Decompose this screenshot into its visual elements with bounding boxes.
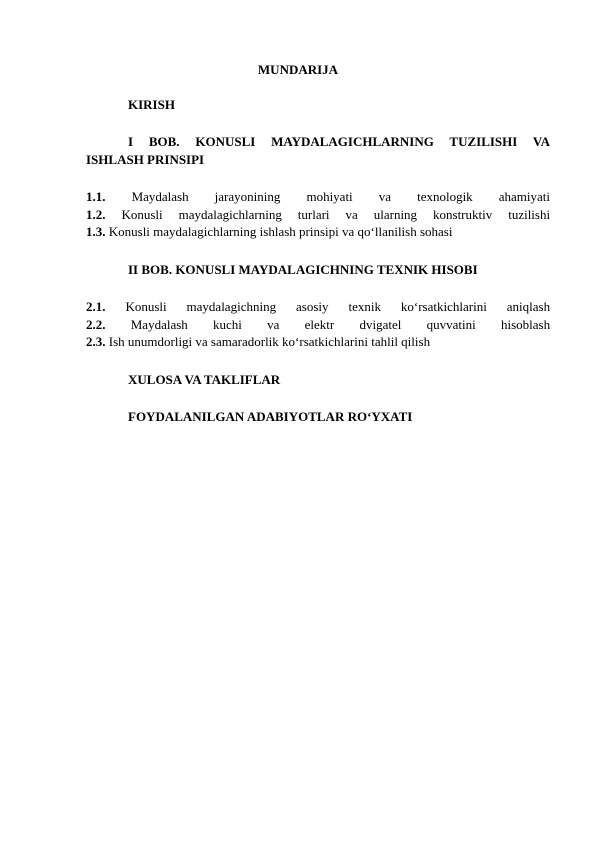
item-number: 2.1. xyxy=(86,299,106,314)
toc-item-1-2 xyxy=(86,207,550,223)
chapter2-heading: II BOB. KONUSLI MAYDALAGICHNING TEXNIK HISOBI xyxy=(128,262,478,277)
toc-references: FOYDALANILGAN ADABIYOTLAR RO‘YXATI xyxy=(128,409,413,424)
toc-item-1-1 xyxy=(86,189,550,205)
item-word: va xyxy=(378,189,392,204)
item-word: mohiyati xyxy=(306,189,353,204)
item-word: ahamiyati xyxy=(498,189,551,204)
item-word: kuchi xyxy=(213,317,242,332)
toc-item-2-2 xyxy=(86,317,550,333)
item-word: va xyxy=(345,207,358,222)
item-word: jarayonining xyxy=(214,189,281,204)
item-word: turlari xyxy=(297,207,330,222)
item-text: Ish unumdorligi va samaradorlik ko‘rsatkichlarini tahlil qilish xyxy=(108,334,431,349)
toc-intro: KIRISH xyxy=(128,97,175,112)
item-word: Maydalash xyxy=(131,189,189,204)
item-word: hisoblash xyxy=(500,317,551,332)
item-word: aniqlash xyxy=(506,299,551,314)
item-number: 2.2. xyxy=(86,317,106,332)
chapter1-heading-line2: ISHLASH PRINSIPI xyxy=(86,152,205,167)
item-word: dvigatel xyxy=(359,317,402,332)
item-word: texnik xyxy=(348,299,381,314)
item-word: maydalagichning xyxy=(186,299,277,314)
chapter1-heading-line1: I BOB. KONUSLI MAYDALAGICHLARNING TUZILISHI VA xyxy=(128,134,550,149)
toc-conclusion: XULOSA VA TAKLIFLAR xyxy=(128,372,281,387)
item-word: konstruktiv xyxy=(433,207,493,222)
toc-item-2-1 xyxy=(86,299,550,315)
item-number: 1.3. xyxy=(86,224,106,239)
item-word: maydalagichlarning xyxy=(178,207,282,222)
item-word: asosiy xyxy=(296,299,329,314)
item-word: ko‘rsatkichlarini xyxy=(400,299,487,314)
toc-item-1-3 xyxy=(86,224,550,240)
toc-item-2-3 xyxy=(86,334,550,350)
item-word: Konusli xyxy=(125,299,167,314)
item-text: Konusli maydalagichlarning ishlash prinsipi va qo‘llanilish sohasi xyxy=(108,224,453,239)
item-number: 2.3. xyxy=(86,334,106,349)
item-word: quvvatini xyxy=(426,317,476,332)
item-word: Konusli xyxy=(121,207,163,222)
item-word: tuzilishi xyxy=(508,207,551,222)
item-word: Maydalash xyxy=(130,317,188,332)
item-word: elektr xyxy=(304,317,335,332)
item-word: va xyxy=(267,317,280,332)
item-word: texnologik xyxy=(417,189,473,204)
item-number: 1.2. xyxy=(86,207,106,222)
toc-title: MUNDARIJA xyxy=(257,62,339,77)
item-number: 1.1. xyxy=(86,189,106,204)
item-word: ularning xyxy=(373,207,418,222)
